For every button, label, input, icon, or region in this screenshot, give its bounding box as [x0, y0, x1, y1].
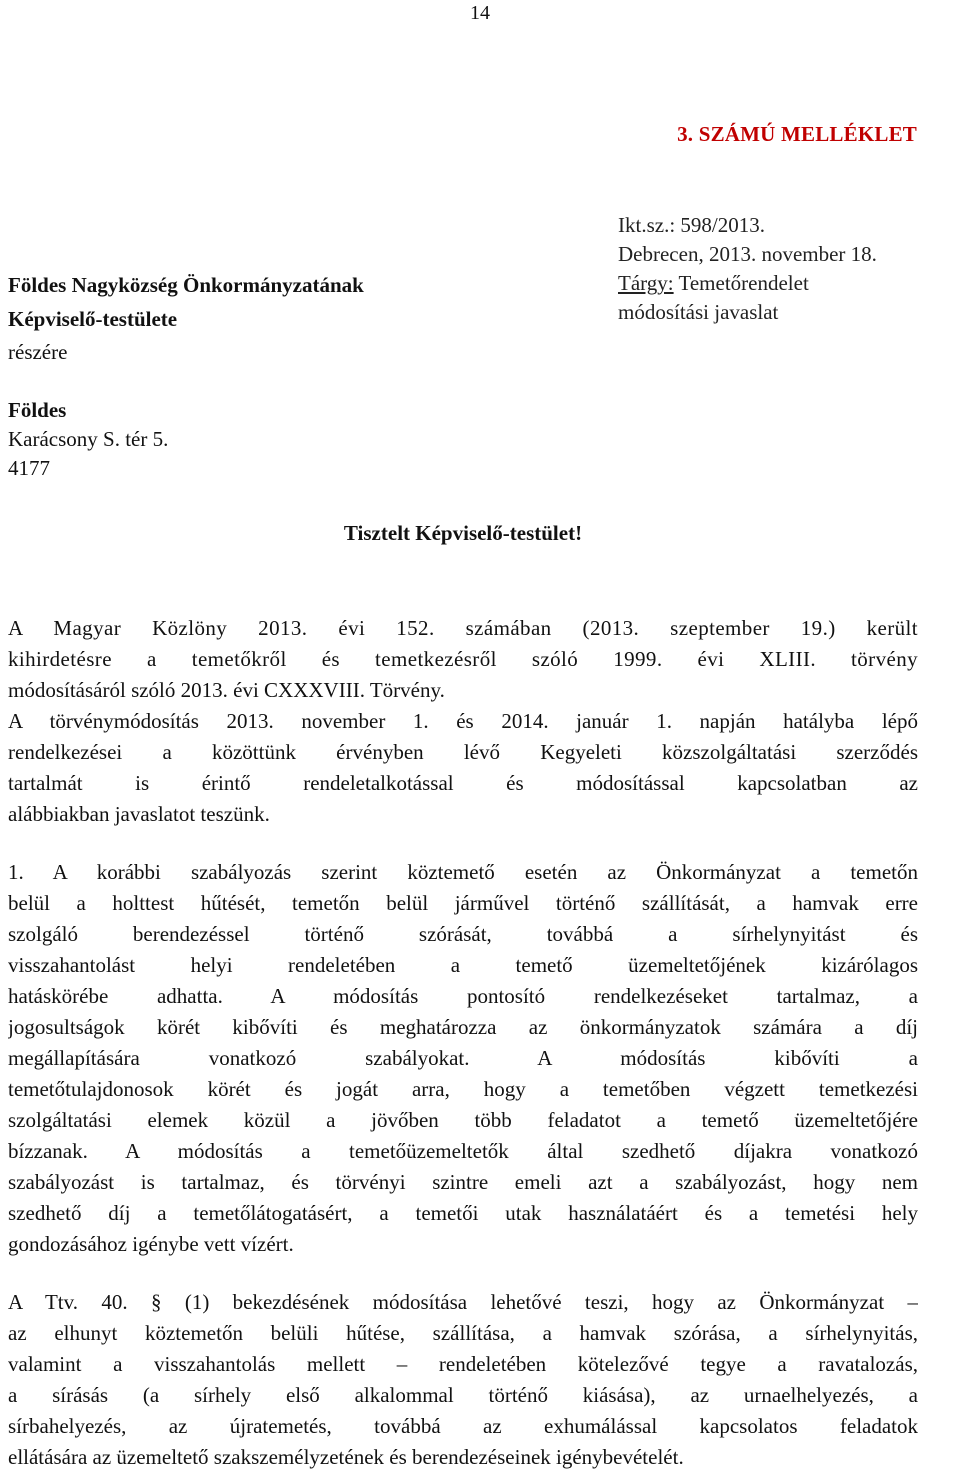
paragraph-line: valamint a visszahantolás mellett – rendeletében kötelezővé tegye a ravatalozás,	[8, 1352, 918, 1376]
paragraph-line: szolgáltatási elemek közül a jövőben több feladatot a temető üzemeltetőjére	[8, 1108, 918, 1132]
paragraph-line: gondozásához igénybe vett vízért.	[8, 1232, 294, 1256]
paragraph-line: bízzanak. A módosítás a temetőüzemeltetők által szedhető díjakra vonatkozó	[8, 1139, 918, 1163]
page-number: 14	[470, 2, 490, 24]
paragraph-line: hatáskörébe adhatta. A módosítás pontosító rendelkezéseket tartalmaz, a	[8, 984, 918, 1008]
paragraph-line: módosításáról szóló 2013. évi CXXXVIII. Törvény.	[8, 678, 445, 702]
paragraph-line: kihirdetésre a temetőkről és temetkezésről szóló 1999. évi XLIII. törvény	[8, 647, 918, 671]
intro-paragraph	[8, 613, 918, 830]
paragraph-line: 1. A korábbi szabályozás szerint köztemető esetén az Önkormányzat a temetőn	[8, 860, 918, 884]
paragraph-line: temetőtulajdonosok körét és jogát arra, hogy a temetőben végzett temetkezési	[8, 1077, 918, 1101]
paragraph-line: az elhunyt köztemetőn belüli hűtése, szállítása, a hamvak szórása, a sírhelynyitás,	[8, 1321, 918, 1345]
paragraph-line: ellátására az üzemeltető szakszemélyzetének és berendezéseinek igénybevételét.	[8, 1445, 684, 1469]
paragraph-line: A Magyar Közlöny 2013. évi 152. számában (2013. szeptember 19.) került	[8, 616, 918, 640]
paragraph-line: A Ttv. 40. § (1) bekezdésének módosítása lehetővé teszi, hogy az Önkormányzat –	[8, 1290, 918, 1314]
paragraph-line: tartalmát is érintő rendeletalkotással és módosítással kapcsolatban az	[8, 771, 918, 795]
address-street: Karácsony S. tér 5.	[8, 427, 169, 451]
paragraph-line: a sírásás (a sírhely első alkalommal történő kiásása), az urnaelhelyezés, a	[8, 1383, 918, 1407]
addressee-block	[8, 269, 364, 370]
subject-line-2: módosítási javaslat	[618, 300, 779, 324]
paragraph-line: szedhető díj a temetőlátogatásért, a temetői utak használatáért és a temetési hely	[8, 1201, 918, 1225]
addressee-line-3: részére	[8, 340, 68, 364]
salutation: Tisztelt Képviselő-testület!	[343, 521, 583, 545]
addressee-line-1: Földes Nagyközség Önkormányzatának	[8, 273, 364, 297]
paragraph-line: alábbiakban javaslatot teszünk.	[8, 802, 270, 826]
place-date: Debrecen, 2013. november 18.	[618, 242, 877, 266]
subject-line	[618, 269, 877, 298]
addressee-line-2: Képviselő-testülete	[8, 306, 178, 331]
law-paragraph	[8, 1287, 918, 1473]
reference-number: Ikt.sz.: 598/2013.	[618, 213, 765, 237]
subject-label: Tárgy:	[618, 271, 674, 295]
paragraph-line: szabályozást is tartalmaz, és törvényi szintre emeli azt a szabályozást, hogy nem	[8, 1170, 918, 1194]
attachment-title: 3. SZÁMÚ MELLÉKLET	[677, 122, 917, 146]
paragraph-line: A törvénymódosítás 2013. november 1. és 2014. január 1. napján hatályba lépő	[8, 709, 918, 733]
paragraph-line: megállapítására vonatkozó szabályokat. A módosítás kibővíti a	[8, 1046, 918, 1070]
paragraph-line: szolgáló berendezéssel történő szórását, továbbá a sírhelynyitást és	[8, 922, 918, 946]
paragraph-line: belül a holttest hűtését, temetőn belül járművel történő szállítását, a hamvak erre	[8, 891, 918, 915]
document-meta	[618, 211, 877, 327]
subject-text: Temetőrendelet	[673, 271, 809, 295]
address-town: Földes	[8, 398, 67, 422]
paragraph-line: sírbahelyezés, az újratemetés, továbbá az exhumálással kapcsolatos feladatok	[8, 1414, 918, 1438]
paragraph-line: visszahantolást helyi rendeletében a temető üzemeltetőjének kizárólagos	[8, 953, 918, 977]
paragraph-line: jogosultságok körét kibővíti és meghatározza az önkormányzatok számára a díj	[8, 1015, 918, 1039]
point-1-paragraph	[8, 857, 918, 1260]
address-postcode: 4177	[8, 456, 50, 480]
paragraph-line: rendelkezései a közöttünk érvényben lévő Kegyeleti közszolgáltatási szerződés	[8, 740, 918, 764]
address-block	[8, 396, 168, 483]
